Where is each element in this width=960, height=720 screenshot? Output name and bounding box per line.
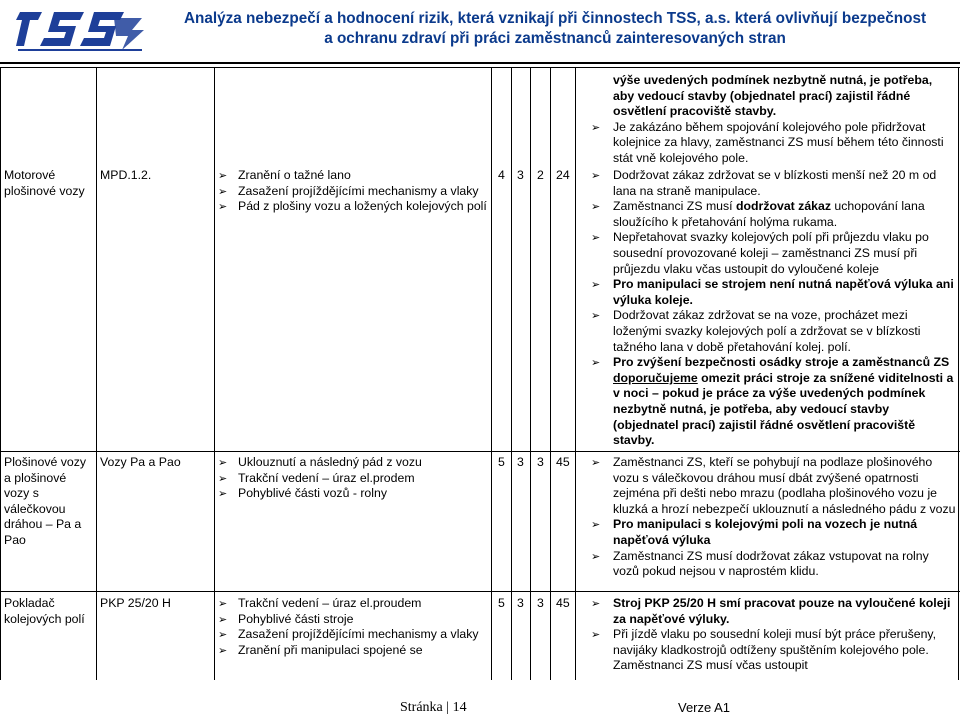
probability-value: 5: [498, 455, 505, 469]
list-item: ➢ Dodržovat zákaz zdržovat se na voze, procházet mezi loženými svazky kolejových polí a zdržovat se v blízkosti tažného lana v době přetahování kolej. polí.: [591, 308, 957, 355]
measures-cell: [591, 168, 957, 449]
list-item: ➢ Zranění o tažné lano: [218, 168, 490, 184]
risk-score-value: 24: [556, 168, 570, 182]
list-item: ➢ Trakční vedení – úraz el.proudem: [218, 596, 490, 612]
list-item: ➢ Trakční vedení – úraz el.prodem: [218, 471, 490, 487]
severity-value: 3: [517, 168, 524, 182]
list-item: ➢ Pro manipulaci s kolejovými poli na vozech je nutná napěťová výluka: [591, 517, 957, 548]
measures-cell: [591, 596, 957, 674]
page-footer: [0, 698, 960, 720]
list-item: ➢ Zranění při manipulaci spojené se: [218, 643, 490, 659]
list-item: ➢ Pro manipulaci se strojem není nutná napěťová výluka ani výluka koleje.: [591, 277, 957, 308]
list-item: ➢ Zaměstnanci ZS musí dodržovat zákaz uchopování lana sloužícího k přetahování holýma rukama.: [591, 199, 957, 230]
risk-score-value: 45: [556, 596, 570, 610]
list-item: ➢ Při jízdě vlaku po sousední koleji musí být práce přerušeny, navijáky kladkostrojů odtíženy spuštěním kolejového pole. Zaměstnanci ZS musí včas ustoupit: [591, 627, 957, 674]
document-title: [155, 9, 955, 49]
detection-value: 2: [537, 168, 544, 182]
equipment-cell: Plošinové vozy a plošinové vozy s válečkovou dráhou – Pa a Pao: [4, 455, 87, 547]
list-item: ➢ Zaměstnanci ZS, kteří se pohybují na podlaze plošinového vozu s válečkovou dráhou musí dbát zvýšené opatrnosti zejména při dešti nebo mrazu (podlaha plošinového vozu je kluzká a hrozí nebezpečí uklouznutí a následného pádu z vozu: [591, 455, 957, 517]
list-item: ➢ Stroj PKP 25/20 H smí pracovat pouze na vyloučené koleji za napěťové výluky.: [591, 596, 957, 627]
page-header: [0, 0, 960, 58]
list-item: ➢ Uklouznutí a následný pád z vozu: [218, 455, 490, 471]
tss-logo: [14, 4, 150, 54]
probability-value: 4: [498, 168, 505, 182]
list-item: ➢ Zasažení projíždějícími mechanismy a vlaky: [218, 184, 490, 200]
detection-value: 3: [537, 596, 544, 610]
detection-value: 3: [537, 455, 544, 469]
measures-cell: [591, 455, 957, 580]
equipment-cell: Pokladač kolejových polí: [4, 596, 85, 626]
code-cell: Vozy Pa a Pao: [100, 455, 181, 469]
list-item: ➢ Zaměstnanci ZS musí dodržovat zákaz vstupovat na rolny vozů pokud nejsou v naprostém klidu.: [591, 549, 957, 580]
list-item: ➢ Pro zvýšení bezpečnosti osádky stroje a zaměstnanců ZS doporučujeme omezit práci stroje za snížené viditelnosti a v noci – pokud je práce za výše uvedených podmínek nezbytně nutná, je potřeba, aby vedoucí stavby (objednatel prací) zajistil řádné osvětlení pracoviště stavby.: [591, 355, 957, 449]
title-line-1: Analýza nebezpečí a hodnocení rizik, která vznikají při činnostech TSS, a.s. která ovlivňují bezpečnost: [183, 10, 927, 27]
list-item: ➢ Pohyblivé části stroje: [218, 612, 490, 628]
page-number: Stránka | 14: [400, 700, 467, 715]
measures-continuation: [591, 73, 955, 167]
version-label: Verze A1: [678, 700, 731, 715]
probability-value: 5: [498, 596, 505, 610]
list-item: ➢ Nepřetahovat svazky kolejových polí při průjezdu vlaku po sousední provozované koleji – zaměstnanci ZS musí při průjezdu vlaku včas ustoupit do vyloučené koleje: [591, 230, 957, 277]
list-item: ➢ Dodržovat zákaz zdržovat se v blízkosti menší než 20 m od lana na straně manipulace.: [591, 168, 957, 199]
severity-value: 3: [517, 596, 524, 610]
title-line-2: a ochranu zdraví při práci zaměstnanců zainteresovaných stran: [324, 30, 786, 47]
risk-score-value: 45: [556, 455, 570, 469]
code-cell: MPD.1.2.: [100, 168, 152, 182]
severity-value: 3: [517, 455, 524, 469]
list-item: ➢ Pohyblivé části vozů - rolny: [218, 486, 490, 502]
continuation-bold-text: výše uvedených podmínek nezbytně nutná, je potřeba, aby vedoucí stavby (objednatel prací) zajistil řádné osvětlení pracoviště stavby.: [613, 73, 933, 119]
list-item: ➢ Zasažení projíždějícími mechanismy a vlaky: [218, 627, 490, 643]
header-divider: [0, 62, 960, 64]
list-item: ➢ Je zakázáno během spojování kolejového pole přidržovat kolejnice za hlavy, zaměstnanci ZS musí během této činnosti stát vně kolejového pole.: [591, 120, 955, 167]
code-cell: PKP 25/20 H: [100, 596, 171, 610]
equipment-cell: Motorové plošinové vozy: [4, 168, 85, 198]
list-item: ➢ Pád z plošiny vozu a ložených kolejových polí: [218, 199, 490, 215]
